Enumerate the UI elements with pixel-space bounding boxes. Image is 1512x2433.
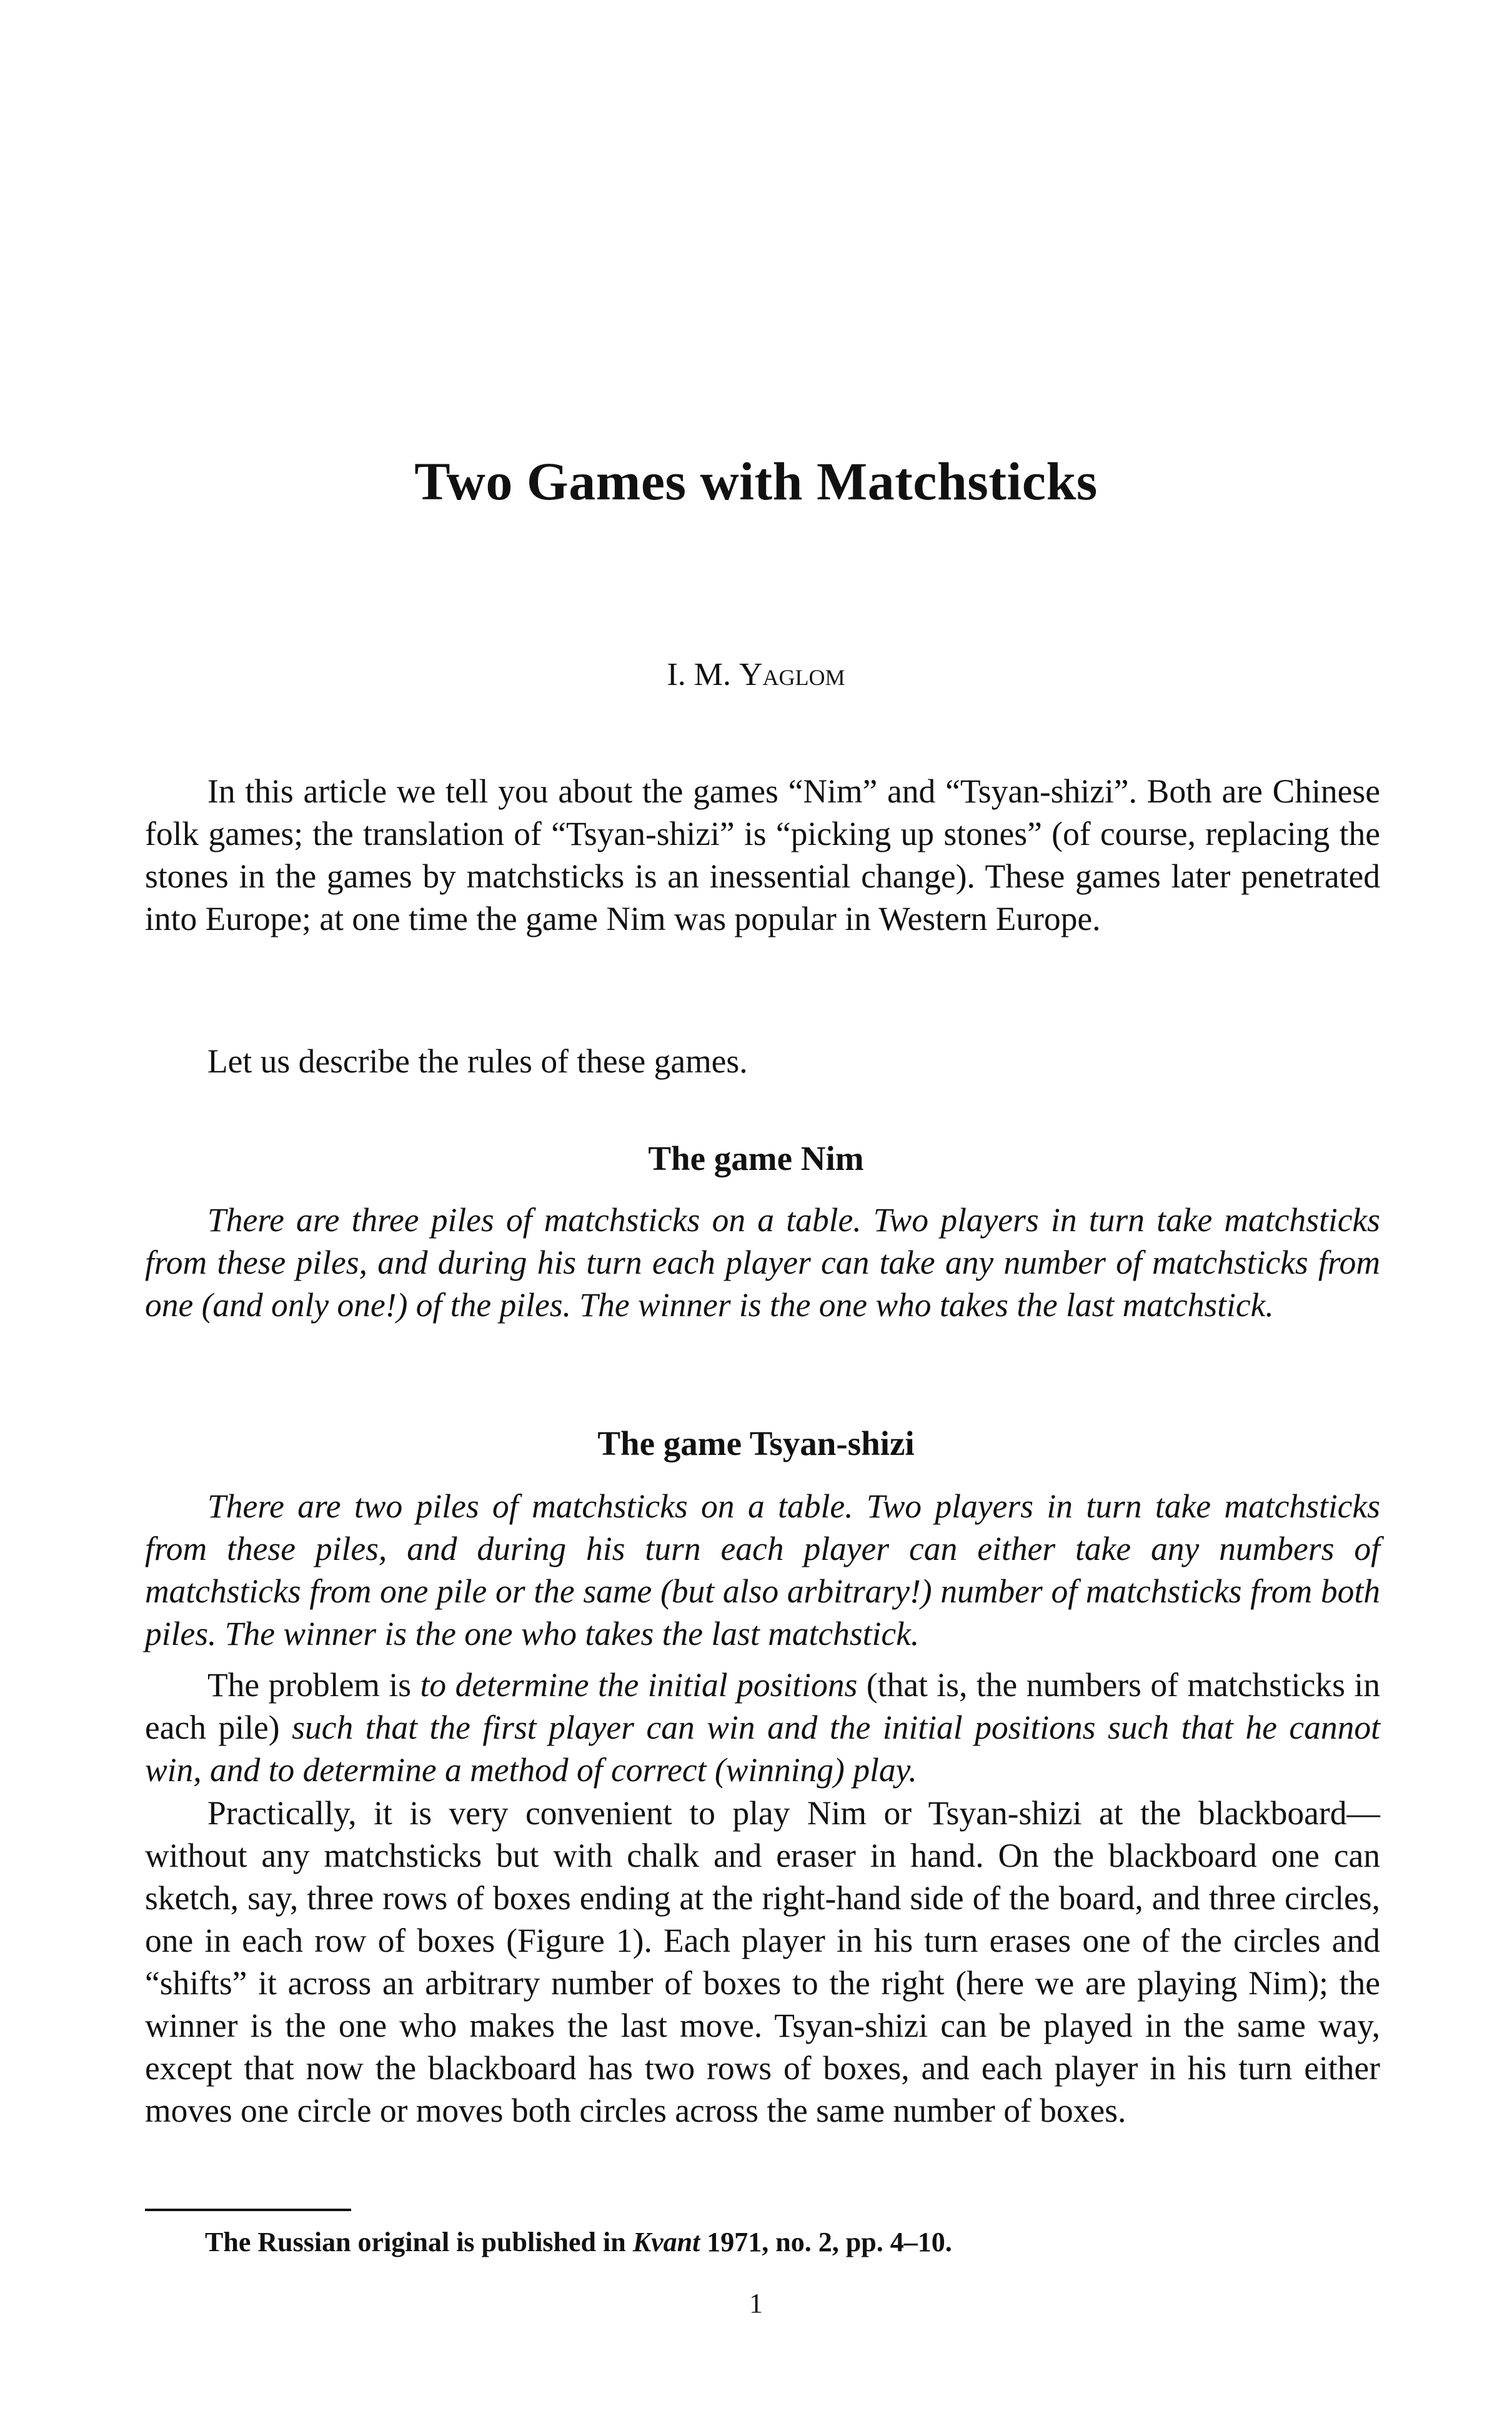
footnote-divider xyxy=(145,2209,351,2211)
footnote-text-before: The Russian original is published in xyxy=(205,2227,633,2257)
tsyan-rules-text: There are two piles of matchsticks on a table. Two players in turn take matchsticks from these piles, and during his turn each player can either take any numbers of matchsticks from one pile or the same (but also arbitrary!) number of matchsticks from both piles. The winner is the one who takes the last matchstick. xyxy=(145,1487,1380,1652)
problem-emphasis-2: such that the first player can win and the initial positions such that he cannot win, and to determine a method of correct (winning) play. xyxy=(145,1709,1381,1789)
rules-intro-text: Let us describe the rules of these games. xyxy=(207,1042,748,1080)
problem-text-1: The problem is xyxy=(207,1666,420,1704)
intro-paragraph xyxy=(145,770,1380,940)
practical-paragraph xyxy=(145,1792,1380,2132)
section-heading-nim: The game Nim xyxy=(648,1139,864,1177)
author-surname: Yaglom xyxy=(739,657,845,692)
problem-text-2: (that is, the numbers of matchsticks in each pile) xyxy=(145,1666,1381,1746)
nim-rules-paragraph xyxy=(145,1199,1380,1326)
tsyan-rules-paragraph xyxy=(145,1485,1380,1655)
problem-text xyxy=(145,1664,1380,1791)
intro-text: In this article we tell you about the games “Nim” and “Tsyan-shizi”. Both are Chinese folk games; the translation of “Tsyan-shizi” is “picking up stones” (of course, replacing the stones in the games by matchsticks is an inessential change). These games later penetrated into Europe; at one time the game Nim was popular in Western Europe. xyxy=(145,772,1380,937)
footnote xyxy=(205,2226,952,2258)
footnote-journal: Kvant xyxy=(632,2227,700,2257)
nim-rules-text: There are three piles of matchsticks on a table. Two players in turn take matchsticks from these piles, and during his turn each player can take any number of matchsticks from one (and only one!) of the piles. The winner is the one who takes the last matchstick. xyxy=(145,1201,1380,1324)
problem-emphasis-1: to determine the initial positions xyxy=(420,1666,858,1704)
section-heading-tsyan-shizi: The game Tsyan-shizi xyxy=(597,1424,915,1462)
problem-paragraph xyxy=(145,1664,1380,1791)
author-line xyxy=(0,656,1512,693)
rules-intro-paragraph xyxy=(145,1040,1380,1082)
page-number: 1 xyxy=(749,2288,763,2319)
footnote-text-after: 1971, no. 2, pp. 4–10. xyxy=(700,2227,952,2257)
author-initials: I. M. xyxy=(667,657,739,692)
practical-text: Practically, it is very convenient to play Nim or Tsyan-shizi at the blackboard— without any matchsticks but with chalk and eraser in hand. On the blackboard one can sketch, say, three rows of boxes ending at the right-hand side of the board, and three circles, one in each row of boxes (Figure 1). Each player in his turn erases one of the circles and “shifts” it across an arbitrary number of boxes to the right (here we are playing Nim); the winner is the one who makes the last move. Tsyan-shizi can be played in the same way, except that now the blackboard has two rows of boxes, and each player in his turn either moves one circle or moves both circles across the same number of boxes. xyxy=(145,1794,1380,2129)
article-title: Two Games with Matchsticks xyxy=(414,451,1098,511)
